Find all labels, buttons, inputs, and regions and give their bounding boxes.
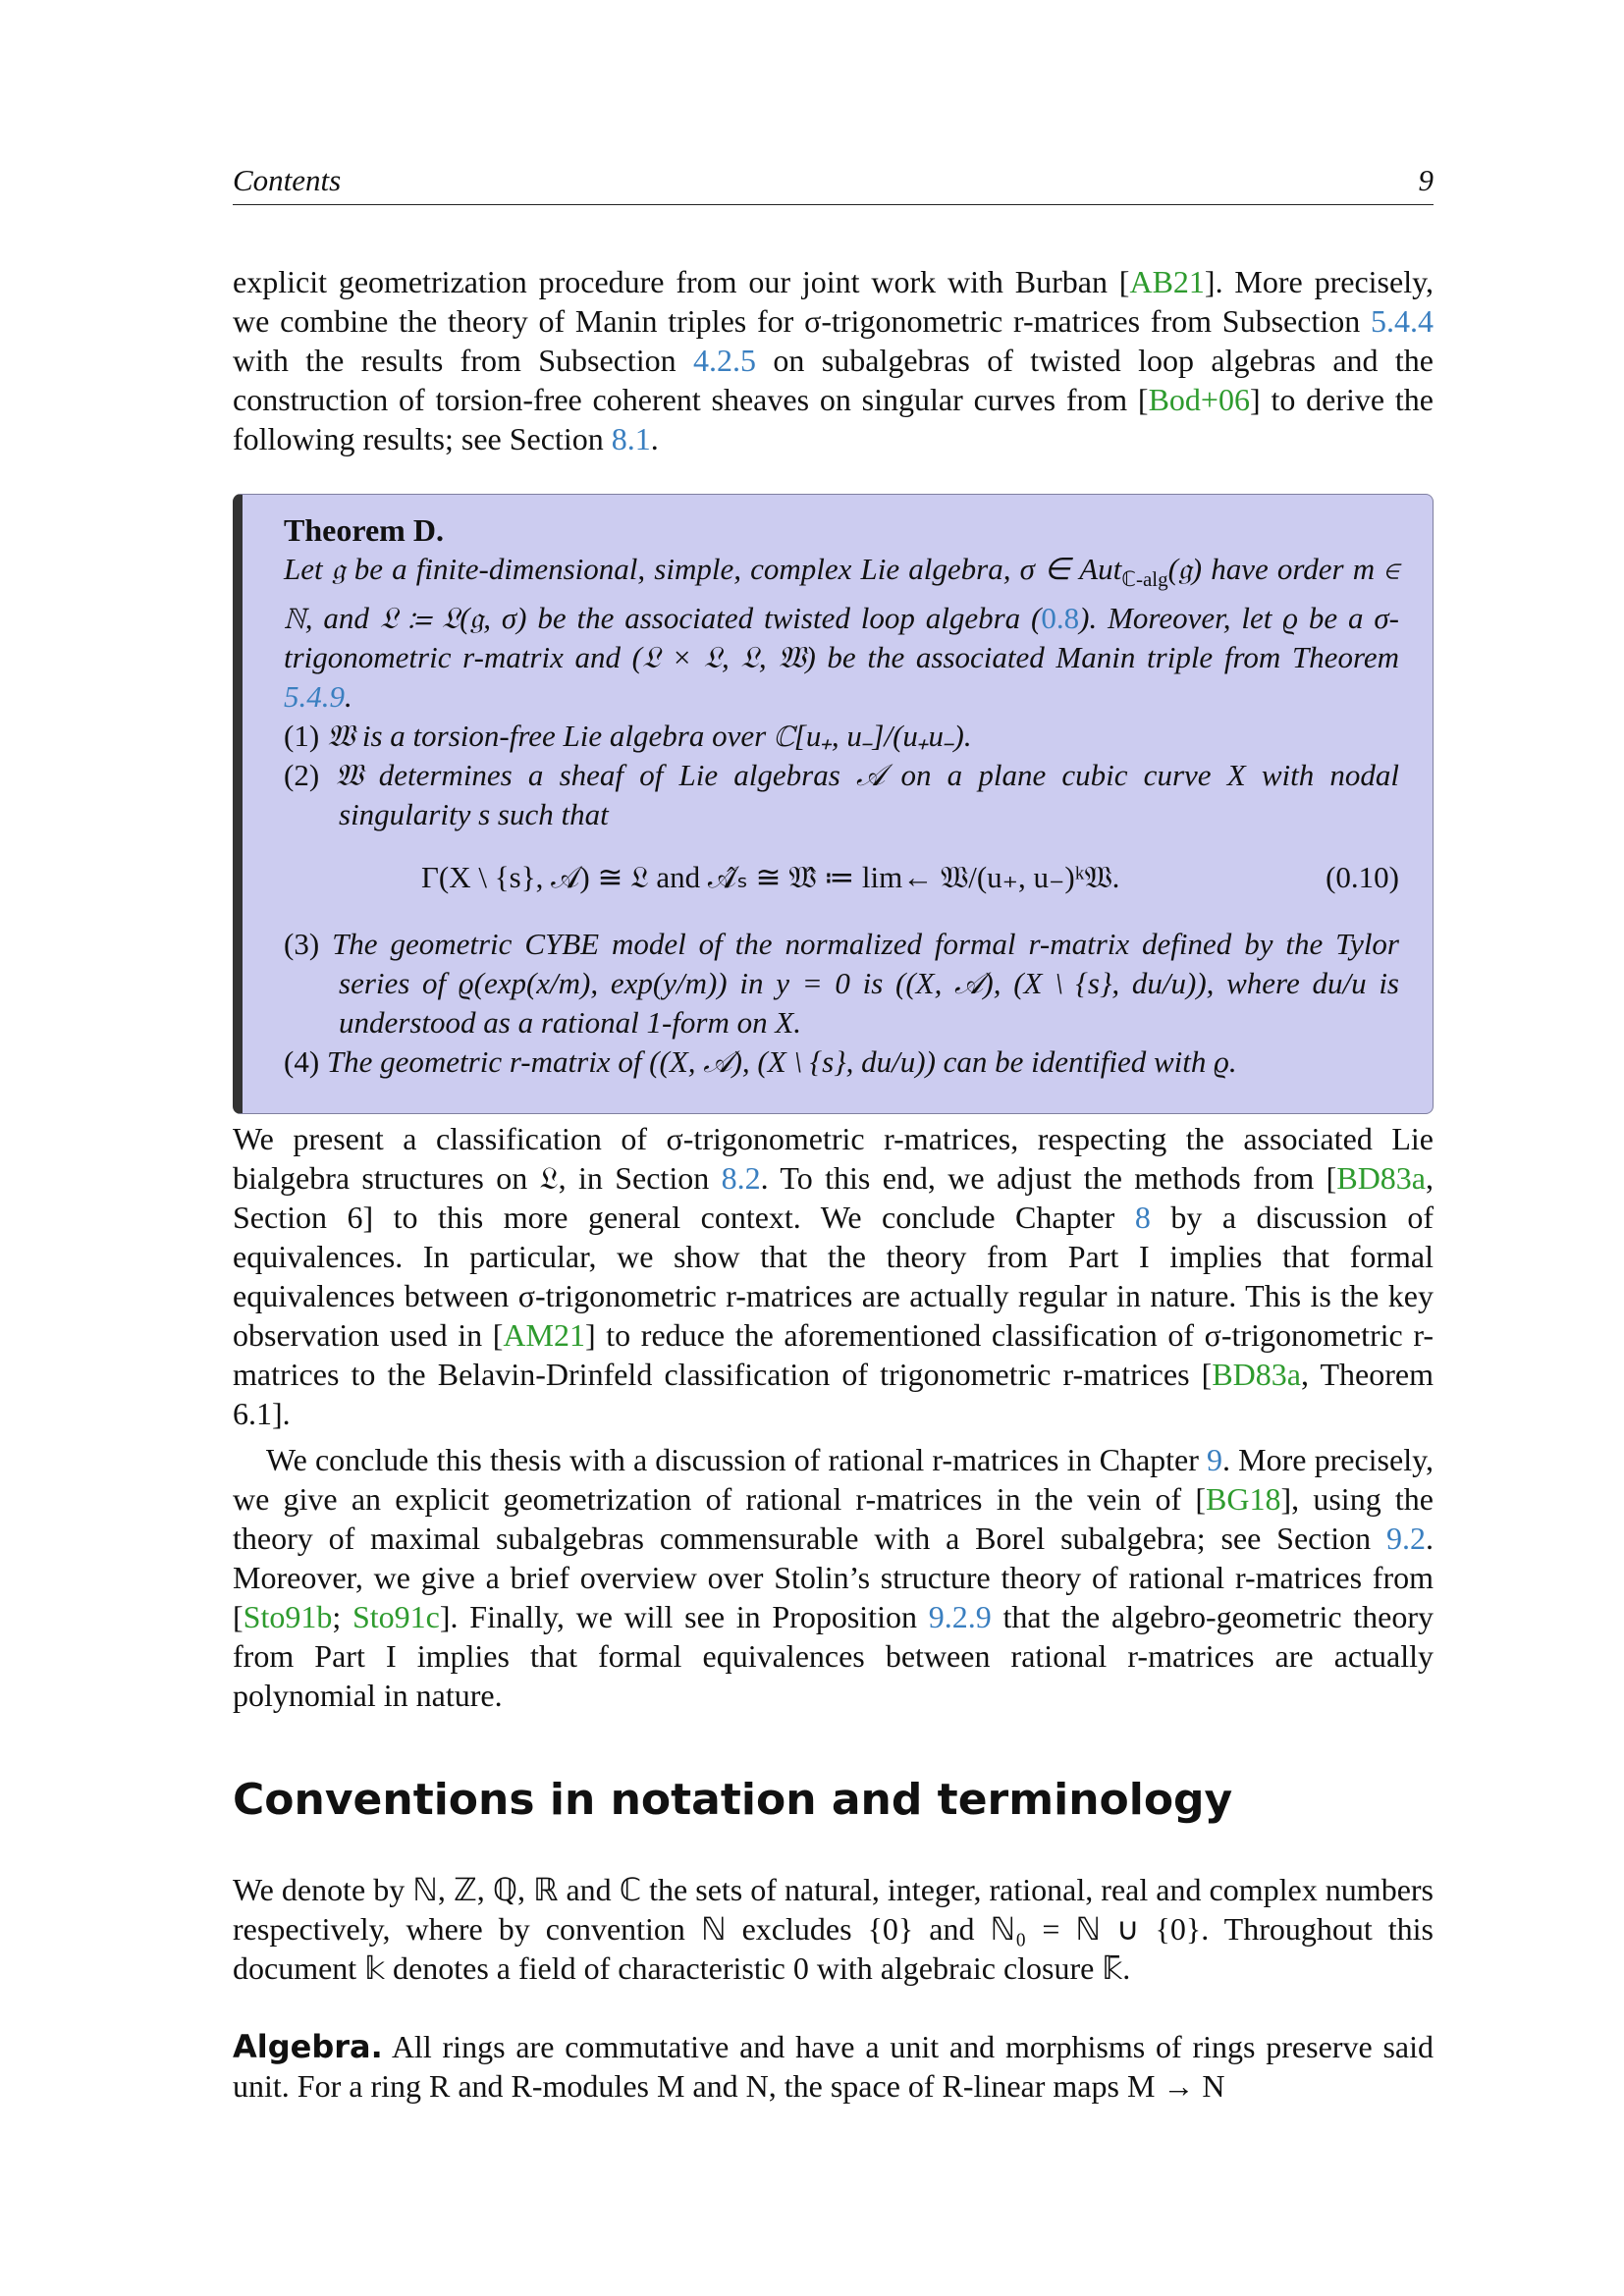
citation-link[interactable]: AB21 (1129, 264, 1205, 299)
text: We present a classification of σ-trigonometric r-matrices, respecting the associated Lie bialgebra structures on 𝔏, in Section (233, 1121, 1434, 1196)
citation-link[interactable]: AM21 (503, 1317, 585, 1353)
theorem-item-3 (284, 925, 1399, 1042)
text: , Theorem 6.1]. (233, 1357, 1435, 1431)
running-header (233, 159, 1434, 205)
text: . Moreover, we give a brief overview over Stolin’s structure theory of rational r-matrices from [ (233, 1521, 1434, 1634)
citation-link[interactable]: BD83a (1212, 1357, 1301, 1392)
section-heading: Conventions in notation and terminology (233, 1775, 1233, 1825)
cross-ref-link[interactable]: 8.2 (721, 1160, 761, 1196)
text: ], using the theory of maximal subalgebras commensurable with a Borel subalgebra; see Section (233, 1481, 1435, 1556)
text: ]. More precisely, we combine the theory of Manin triples for σ-trigonometric r-matrices from Subsection (233, 264, 1435, 339)
item-number: (2) (284, 758, 320, 793)
paragraph-rational (233, 1440, 1434, 1715)
cross-ref-link[interactable]: 8.1 (611, 421, 651, 456)
theorem-ref-link[interactable]: 5.4.9 (284, 679, 345, 715)
subscript: ℂ-alg (1121, 567, 1168, 592)
text: We conclude this thesis with a discussion of rational r-matrices in Chapter (266, 1442, 1208, 1477)
equation-ref-link[interactable]: 0.8 (1041, 601, 1080, 636)
text: by a discussion of equivalences. In particular, we show that the theory from Part I implies that formal equivalences between σ-trigonometric r-matrices are actually regular in nature. This is the key observation used in [ (233, 1200, 1435, 1353)
text: , Section 6] to this more general context. We conclude Chapter (233, 1160, 1434, 1235)
equation-formula: Γ(X \ {s}, 𝒜) ≅ 𝔏 and 𝒜̂ₛ ≅ 𝔚̂ ≔ lim← 𝔚/(u₊, u₋)ᵏ𝔚. (421, 860, 1120, 895)
text: ] to reduce the aforementioned classification of σ-trigonometric r-matrices to the Belavin-Drinfeld classification of trigonometric r-matrices [ (233, 1317, 1435, 1392)
paragraph-notation (233, 1870, 1434, 1988)
item-text: 𝔚 determines a sheaf of Lie algebras 𝒜 on a plane cubic curve X with nodal singularity s such that (335, 758, 1400, 832)
cross-ref-link[interactable]: 9.2.9 (928, 1599, 992, 1634)
citation-link[interactable]: Bod+06 (1148, 382, 1250, 417)
citation-link[interactable]: BG18 (1206, 1481, 1281, 1517)
page-number: 9 (1418, 163, 1434, 197)
cross-ref-link[interactable]: 5.4.4 (1371, 303, 1434, 339)
text: All rings are commutative and have a unit and morphisms of rings preserve said unit. For a ring R and R-modules M and N, the space of R-linear maps M → N (233, 2029, 1434, 2104)
item-number: (3) (284, 927, 320, 962)
text: ). Moreover, let ϱ be a σ-trigonometric r-matrix and (𝔏 × 𝔏, 𝔏, 𝔚) be the associated Manin triple from Theorem (284, 601, 1399, 675)
item-number: (4) (284, 1044, 320, 1080)
header-chapter: Contents (233, 163, 342, 197)
citation-link[interactable]: Sto91c (352, 1599, 440, 1634)
paragraph-classification (233, 1119, 1434, 1433)
theorem-item-2 (284, 756, 1399, 834)
theorem-title: Theorem D. (284, 512, 444, 548)
theorem-intro (284, 550, 1399, 717)
text: . (345, 679, 352, 715)
text: We denote by ℕ, ℤ, ℚ, ℝ and ℂ the sets of natural, integer, rational, real and complex numbers respectively, where by convention ℕ excludes {0} and ℕ₀ = ℕ ∪ {0}. Throughout this document 𝕜 denotes a field of characteristic 0 with algebraic closure 𝕜̄. (233, 1872, 1434, 1986)
cross-ref-link[interactable]: 9.2 (1386, 1521, 1426, 1556)
item-text: The geometric r-matrix of ((X, 𝒜), (X \ {s}, du/u)) can be identified with ϱ. (326, 1044, 1237, 1080)
text: . (650, 421, 659, 456)
item-text: The geometric CYBE model of the normalized formal r-matrix defined by the Tylor series of ϱ(exp(x/m), exp(y/m)) in y = 0 is ((X, 𝒜), (X \ {s}, du/u)), where du/u is understood as a rational 1-form on X. (332, 927, 1399, 1041)
text: ]. Finally, we will see in Proposition (439, 1599, 929, 1634)
equation-number: (0.10) (1326, 860, 1399, 895)
item-number: (1) (284, 719, 320, 754)
cross-ref-link[interactable]: 8 (1134, 1200, 1151, 1235)
theorem-content (284, 510, 1399, 1082)
text: . To this end, we adjust the methods from [ (760, 1160, 1337, 1196)
text: (𝔤) have order m ∈ ℕ, and 𝔏 ≔ 𝔏(𝔤, σ) be the associated twisted loop algebra ( (284, 552, 1399, 636)
text: that the algebro-geometric theory from Part I implies that formal equivalences between rational r-matrices are actually polynomial in nature. (233, 1599, 1435, 1713)
display-equation (284, 840, 1399, 919)
text: explicit geometrization procedure from our joint work with Burban [ (233, 264, 1130, 299)
citation-link[interactable]: Sto91b (243, 1599, 333, 1634)
paragraph-intro (233, 262, 1434, 458)
paragraph-lead: Algebra. (233, 2028, 383, 2065)
text: . More precisely, we give an explicit geometrization of rational r-matrices in the vein of [ (233, 1442, 1435, 1517)
item-text: 𝔚 is a torsion-free Lie algebra over ℂ[u₊, u₋]/(u₊u₋). (326, 719, 972, 754)
theorem-item-4 (284, 1042, 1399, 1082)
text: ] to derive the following results; see Section (233, 382, 1435, 456)
text: with the results from Subsection (233, 343, 694, 378)
theorem-item-1 (284, 717, 1399, 756)
text: Let 𝔤 be a finite-dimensional, simple, complex Lie algebra, σ ∈ Aut (284, 552, 1122, 586)
cross-ref-link[interactable]: 9 (1207, 1442, 1223, 1477)
theorem-box (233, 494, 1434, 1114)
text: ; (332, 1599, 352, 1634)
paragraph-algebra (233, 2027, 1434, 2106)
citation-link[interactable]: BD83a (1336, 1160, 1426, 1196)
text: on subalgebras of twisted loop algebras and the construction of torsion-free coherent sheaves on singular curves from [ (233, 343, 1434, 417)
cross-ref-link[interactable]: 4.2.5 (693, 343, 757, 378)
